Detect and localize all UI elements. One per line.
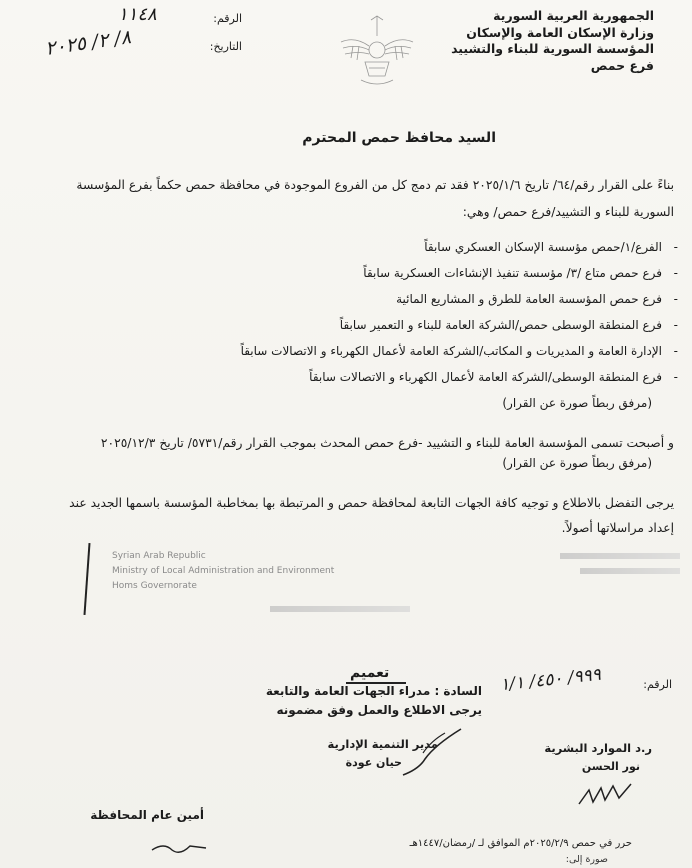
paragraph-3-line-1: يرجى التفضل بالاطلاع و توجيه كافة الجهات التابعة لمحافظة حمص و المرتبطة بها بمخاطبة المؤسسة باسمها الجديد عند [69, 496, 674, 510]
circular-number-value: ٩٩٩/ ٤٥٠/ ١/١ [499, 664, 602, 696]
signatory-hr-name: نور الحسن [581, 760, 640, 773]
branch-list-item: الفرع/١/حمص مؤسسة الإسكان العسكري سابقاً - [424, 240, 662, 254]
circular-recipients: السادة : مدراء الجهات العامة والتابعة [265, 684, 482, 698]
letterhead-line-2: وزارة الإسكان العامة والإسكان [466, 24, 654, 40]
ref-number-value: ١١٤٨ [118, 4, 157, 25]
eagle-emblem-icon [335, 6, 419, 90]
paragraph-3-line-2: إعداد مراسلاتها أصولاً. [561, 521, 674, 535]
date-value: ٨/ ٢/ ٢٠٢٥ [43, 26, 133, 60]
signature-scribble-icon [150, 838, 210, 858]
branch-list-item: فرع حمص المؤسسة العامة للطرق و المشاريع المائية - [396, 292, 662, 306]
branch-list-item: فرع المنطقة الوسطى/الشركة العامة لأعمال الكهرباء و الاتصالات سابقاً - [309, 370, 662, 384]
stamp-en-line-3: Homs Governorate [112, 581, 197, 591]
branch-list-item: فرع المنطقة الوسطى حمص/الشركة العامة للبناء و التعمير سابقاً - [340, 318, 662, 332]
letterhead-line-1: الجمهورية العربية السورية [493, 8, 654, 23]
date-label: التاريخ: [209, 40, 242, 53]
signatory-secretary-title: أمين عام المحافظة [90, 808, 204, 822]
circular-number-label: الرقم: [643, 678, 672, 691]
branch-list-item: فرع حمص متاع /٣/ مؤسسة تنفيذ الإنشاءات العسكرية سابقاً - [363, 266, 662, 280]
ref-number-label: الرقم: [213, 12, 242, 25]
letterhead-line-3: المؤسسة السورية للبناء والتشييد [451, 41, 654, 56]
attachment-note-2: (مرفق ربطاً صورة عن القرار) [502, 456, 652, 470]
margin-mark [83, 543, 90, 615]
stamp-ar-faded-line [270, 606, 410, 612]
stamp-ar-faded-line [560, 553, 680, 559]
signatory-admin-title: مدير التنمية الإدارية [327, 737, 438, 751]
branch-list-item: الإدارة العامة و المديريات و المكاتب/الشركة العامة لأعمال الكهرباء و الاتصالات سابقاً - [241, 344, 662, 358]
signatory-admin-name: حيان عودة [345, 756, 402, 769]
stamp-ar-faded-line [580, 568, 680, 574]
addressee: السيد محافظ حمص المحترم [302, 130, 496, 146]
copy-to-line: صورة إلى: [565, 854, 608, 865]
paragraph-2: و أصبحت تسمى المؤسسة العامة للبناء و التشييد -فرع حمص المحدث بموجب القرار رقم/٥٧٣١/ تاريخ ٢٠٢٥/١٢/٣ [100, 436, 674, 450]
signature-scribble-icon [575, 780, 635, 810]
circular-title: تعميم [350, 665, 390, 681]
signature-scribble-icon [395, 725, 465, 780]
paragraph-1-line-1: بناءً على القرار رقم/٦٤/ تاريخ ٢٠٢٥/١/٦ فقد تم دمج كل من الفروع الموجودة في محافظة حمص حكماً بفرع المؤسسة [76, 178, 674, 192]
letterhead [451, 8, 654, 74]
circular-instruction: يرجى الاطلاع والعمل وفق مضمونه [276, 703, 482, 717]
attachment-note-1: (مرفق ربطاً صورة عن القرار) [502, 396, 652, 410]
issued-line: حرر في حمص ٢٠٢٥/٢/٩م الموافق لـ /رمضان/١٤٤٧هـ [409, 838, 632, 849]
stamp-en-line-2: Ministry of Local Administration and Environment [112, 566, 335, 576]
signatory-hr-title: ر.د الموارد البشرية [544, 741, 652, 755]
paragraph-1-line-2: السورية للبناء و التشييد/فرع حمص/ وهي: [462, 205, 674, 219]
stamp-en-line-1: Syrian Arab Republic [112, 551, 206, 561]
letterhead-line-4: فرع حمص [590, 57, 654, 73]
